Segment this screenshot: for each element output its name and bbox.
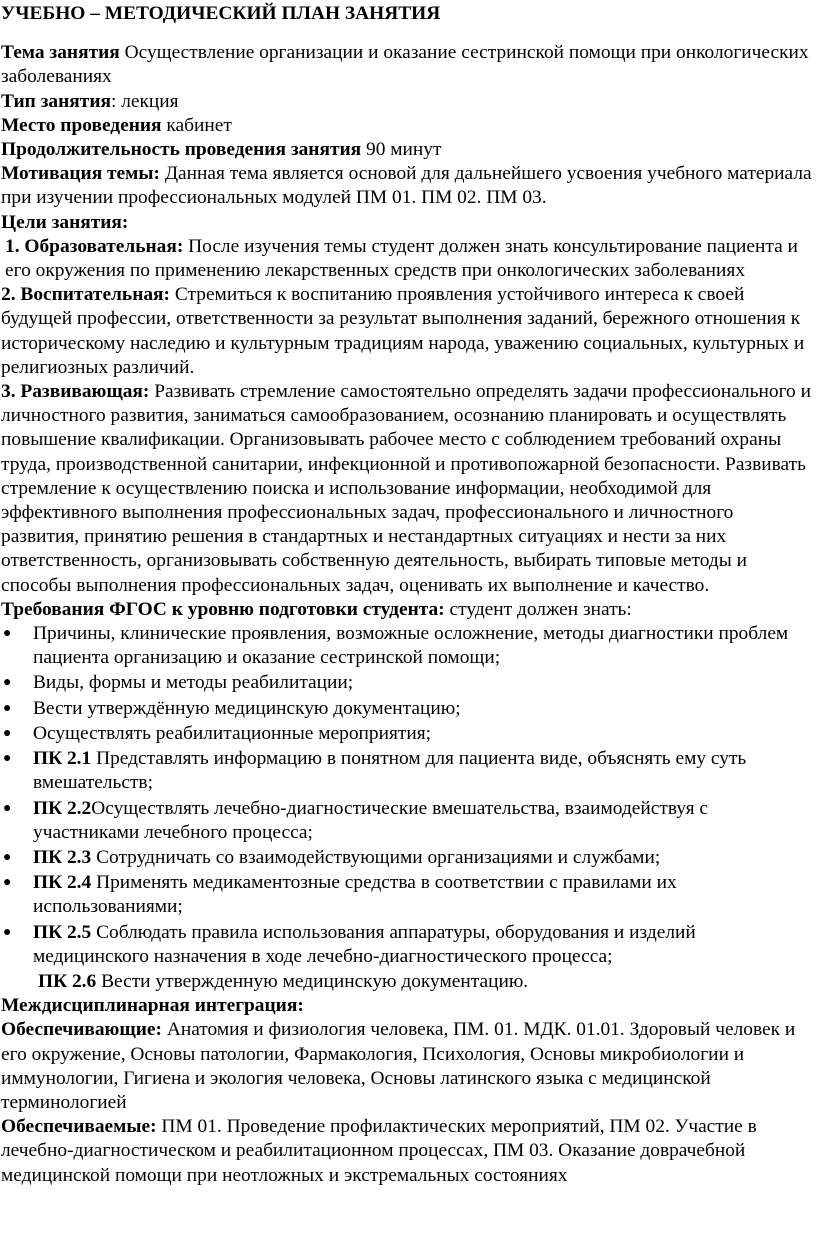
lesson-type-label: Тип занятия (1, 90, 111, 112)
providing-label: Обеспечивающие: (1, 1019, 162, 1041)
list-item: ● Вести утверждённую медицинскую документацию; (1, 697, 814, 721)
providing-text: Анатомия и физиология человека, ПМ. 01. МДК. 01.01. Здоровый человек и его окружение, Основы патологии, Фармакология, Психология, Основы микробиологии и иммунологии, Гигиена и экология человека, Основы латинского языка с медицинской терминологией (1, 1019, 796, 1113)
motivation-label: Мотивация темы: (1, 163, 160, 185)
topic-label: Тема занятия (1, 42, 120, 64)
bullet-icon: ● (3, 875, 12, 891)
topic-value: Осуществление организации и оказание сестринской помощи при онкологических заболеваниях (1, 42, 809, 88)
place-label: Место проведения (1, 114, 162, 136)
lesson-type-value: : лекция (110, 90, 179, 112)
integration-heading: Междисциплинарная интеграция: (1, 995, 304, 1017)
fgos-requirements (1, 598, 814, 622)
list-item: ● Виды, формы и методы реабилитации; (1, 671, 814, 695)
goal-educational (1, 235, 814, 283)
provided-label: Обеспечиваемые: (1, 1116, 157, 1138)
page-title: УЧЕБНО – МЕТОДИЧЕСКИЙ ПЛАН ЗАНЯТИЯ (1, 3, 441, 24)
requirements-list (1, 622, 814, 969)
topic-line (1, 41, 814, 89)
goals-heading: Цели занятия: (1, 211, 129, 233)
goal-upbringing-label: 2. Воспитательная: (1, 284, 171, 306)
place-value: кабинет (161, 114, 232, 136)
duration-label: Продолжительность проведения занятия (1, 139, 362, 161)
bullet-icon: ● (3, 700, 12, 716)
providing-disciplines (1, 1018, 814, 1115)
list-item: ● Осуществлять реабилитационные мероприятия; (1, 722, 814, 746)
list-item: ● ПК 2.4 Применять медикаментозные средства в соответствии с правилами их использованиями; (3, 872, 677, 918)
fgos-value: студент должен знать: (444, 598, 632, 620)
bullet-icon: ● (3, 924, 12, 940)
bullet-icon: ● (3, 849, 12, 865)
goal-developing-label: 3. Развивающая: (1, 381, 150, 403)
bullet-icon: ● (3, 751, 12, 767)
goal-developing-text: Развивать стремление самостоятельно определять задачи профессионального и личностного развития, заниматься самообразованием, осознанию планировать и осуществлять повышение квалификации. Организовывать рабочее место с соблюдением требований охраны труда, производственной санитарии, инфекционной и противопожарной безопасности. Развивать стремление к осуществлению поиска и использование информации, необходимой для эффективного выполнения профессиональных задач, профессионального и личностного развития, принятию решения в стандартных и нестандартных ситуациях и нести за них ответственность, организовывать собственную деятельность, выбирать типовые методы и способы выполнения профессиональных задач, оценивать их выполнение и качество. (1, 381, 811, 596)
bullet-icon: ● (3, 800, 12, 816)
bullet-icon: ● (3, 675, 12, 691)
goal-educational-text: После изучения темы студент должен знать консультирование пациента и его окружения по применению лекарственных средств при онкологических заболеваниях (5, 235, 798, 282)
pk-2-6-text: Вести утвержденную медицинскую документацию. (96, 970, 529, 992)
duration-line (1, 138, 814, 162)
list-item: ● ПК 2.3 Сотрудничать со взаимодействующими организациями и службами; (1, 846, 814, 870)
goal-upbringing (1, 283, 814, 380)
list-item: ● Причины, клинические проявления, возможные осложнение, методы диагностики проблем пациента организацию и оказание сестринской помощи; (3, 623, 789, 669)
place-line (1, 114, 814, 138)
bullet-icon: ● (3, 725, 12, 741)
motivation-value: Данная тема является основой для дальнейшего усвоения учебного материала при изучении профессиональных модулей ПМ 01. ПМ 02. ПМ 03. (1, 163, 812, 209)
document-page (0, 2, 816, 1241)
goal-developing (1, 380, 814, 598)
pk-2-6-line (1, 970, 814, 994)
goal-upbringing-text: Стремиться к воспитанию проявления устойчивого интереса к своей будущей профессии, ответственности за результат выполнения заданий, бережного отношения к историческому наследию и культурным традициям народа, уважению социальных, культурных и религиозных различий. (1, 284, 805, 378)
pk-2-6-label: ПК 2.6 (38, 970, 97, 992)
bullet-icon: ● (3, 626, 12, 642)
provided-disciplines (1, 1115, 814, 1188)
fgos-label: Требования ФГОС к уровню подготовки студента: (1, 598, 445, 620)
list-item: ● ПК 2.2Осуществлять лечебно-диагностические вмешательства, взаимодействуя с участниками лечебного процесса; (3, 797, 708, 843)
goal-educational-label: 1. Образовательная: (5, 235, 184, 257)
lesson-type-line (1, 90, 814, 114)
list-item: ● ПК 2.1 Представлять информацию в понятном для пациента виде, объяснять ему суть вмешательств; (3, 748, 747, 794)
duration-value: 90 минут (361, 139, 442, 161)
motivation-paragraph (1, 162, 814, 210)
list-item: ● ПК 2.5 Соблюдать правила использования аппаратуры, оборудования и изделий медицинского назначения в ходе лечебно-диагностического процесса; (3, 921, 696, 967)
provided-text: ПМ 01. Проведение профилактических мероприятий, ПМ 02. Участие в лечебно-диагностическом и реабилитационном процессах, ПМ 03. Оказание доврачебной медицинской помощи при неотложных и экстремальных состояниях (1, 1116, 757, 1186)
